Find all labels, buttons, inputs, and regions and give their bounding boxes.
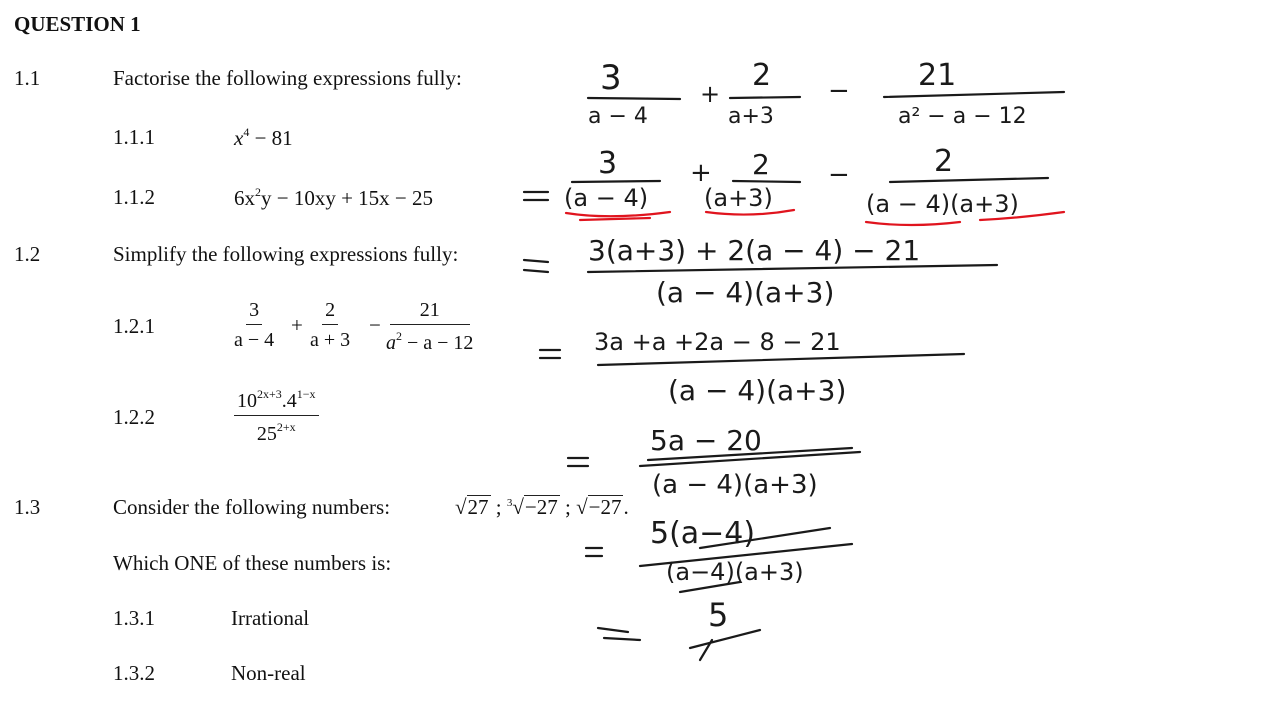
den-var: a (386, 332, 396, 354)
hw-l5-den: (a − 4)(a+3) (652, 470, 818, 500)
hw-l2-f3-den: (a − 4)(a+3) (866, 190, 1019, 218)
fraction-numerator: 2 (322, 300, 338, 325)
sqrt-symbol: √ (512, 495, 524, 519)
separator: ; (495, 495, 502, 519)
hw-l1-f3-den: a² − a − 12 (898, 104, 1027, 129)
hw-l6-num: 5(a−4) (650, 516, 756, 551)
hw-l1-minus: − (828, 76, 850, 106)
radicand: −27 (524, 495, 558, 519)
den-exponent: 2+x (276, 420, 296, 434)
hw-l1-f2-den: a+3 (728, 104, 774, 129)
question-number-1-1: 1.1 (14, 66, 41, 90)
hw-l1-plus: + (700, 80, 721, 108)
hw-l2-f2-num: 2 (752, 148, 770, 181)
num-middle: .4 (281, 390, 297, 412)
separator: ; (565, 495, 571, 519)
trailing-dot: . (623, 495, 629, 519)
radicand: −27 (588, 495, 622, 519)
hw-fraction-bar (730, 97, 800, 98)
hw-fraction-bar (890, 178, 1048, 182)
question-number-1-2: 1.2 (14, 242, 41, 266)
hw-equals-sign (568, 458, 588, 466)
instruction-1-2: Simplify the following expressions fully: (113, 242, 459, 266)
sqrt-symbol: √ (455, 495, 467, 519)
hw-equals-sign (524, 260, 548, 272)
hw-l3-den: (a − 4)(a+3) (656, 276, 835, 309)
item-number-1-3-2: 1.3.2 (113, 661, 155, 685)
fraction-numerator: 21 (390, 300, 470, 325)
hw-l6-den: (a−4)(a+3) (666, 558, 804, 586)
instruction-1-1: Factorise the following expressions fully: (113, 66, 462, 90)
hw-fraction-bar (884, 92, 1064, 97)
hw-l1-f1-num: 3 (600, 58, 622, 98)
item-label-irrational: Irrational (231, 606, 310, 630)
red-underline (866, 222, 960, 225)
num-exponent: 2x+3 (257, 387, 282, 401)
hw-l2-f1-num: 3 (598, 146, 618, 181)
hw-l4-num: 3a +a +2a − 8 − 21 (594, 328, 841, 356)
hw-l4-den: (a − 4)(a+3) (668, 374, 847, 407)
hw-equals-sign (524, 192, 548, 200)
hw-l1-f2-num: 2 (752, 58, 772, 93)
root-index: 3 (506, 497, 513, 509)
item-number-1-2-2: 1.2.2 (113, 405, 155, 429)
hw-l2-f1-den: (a − 4) (564, 184, 649, 212)
expr-rest: y − 10xy + 15x − 25 (261, 186, 434, 210)
hw-l2-f3-num: 2 (934, 144, 954, 179)
num-exponent-2: 1−x (296, 387, 316, 401)
hw-l1-f3-num: 21 (918, 58, 957, 93)
hw-l5-num: 5a − 20 (650, 424, 762, 457)
item-number-1-1-1: 1.1.1 (113, 125, 155, 149)
question-number-1-3: 1.3 (14, 495, 41, 519)
hw-l1-f1-den: a − 4 (588, 104, 648, 129)
hw-l7-num: 5 (708, 596, 729, 634)
hw-fraction-bar (733, 181, 800, 182)
hw-l2-plus: + (690, 158, 712, 188)
plus-sign: + (291, 313, 303, 337)
hw-equals-sign (586, 548, 602, 556)
sqrt-symbol: √ (576, 495, 588, 519)
hw-l2-minus: − (828, 160, 850, 190)
den-exponent: 2 (396, 329, 402, 343)
item-number-1-2-1: 1.2.1 (113, 314, 155, 338)
num-base: 10 (237, 390, 257, 412)
hw-equals-sign (540, 350, 560, 358)
den-base: 25 (256, 423, 277, 445)
instruction-1-3: Consider the following numbers: (113, 495, 391, 519)
fraction-denominator: a + 3 (310, 329, 351, 351)
hw-equals-sign (598, 628, 640, 640)
item-number-1-1-2: 1.1.2 (113, 185, 155, 209)
expr-exponent: 4 (243, 125, 250, 139)
item-number-1-3-1: 1.3.1 (113, 606, 155, 630)
fraction-numerator: 3 (246, 300, 262, 325)
red-underline (580, 218, 650, 220)
item-label-non-real: Non-real (231, 661, 306, 685)
hw-l3-num: 3(a+3) + 2(a − 4) − 21 (588, 234, 921, 267)
radicand: 27 (467, 495, 489, 519)
hw-fraction-bar (588, 98, 680, 99)
fraction-denominator: a − 4 (234, 329, 275, 351)
expr-rest: − 81 (249, 126, 293, 150)
hw-l2-f2-den: (a+3) (704, 184, 773, 212)
hw-fraction-bar (572, 181, 660, 182)
expr-exponent: 2 (255, 185, 261, 199)
expr-var: x (234, 126, 244, 150)
question-text-1-3: Which ONE of these numbers is: (113, 551, 392, 575)
minus-sign: − (369, 313, 381, 337)
den-rest: − a − 12 (402, 332, 474, 354)
expr-term: 6x (234, 186, 255, 210)
question-heading: QUESTION 1 (14, 12, 141, 36)
red-underline (566, 212, 670, 216)
